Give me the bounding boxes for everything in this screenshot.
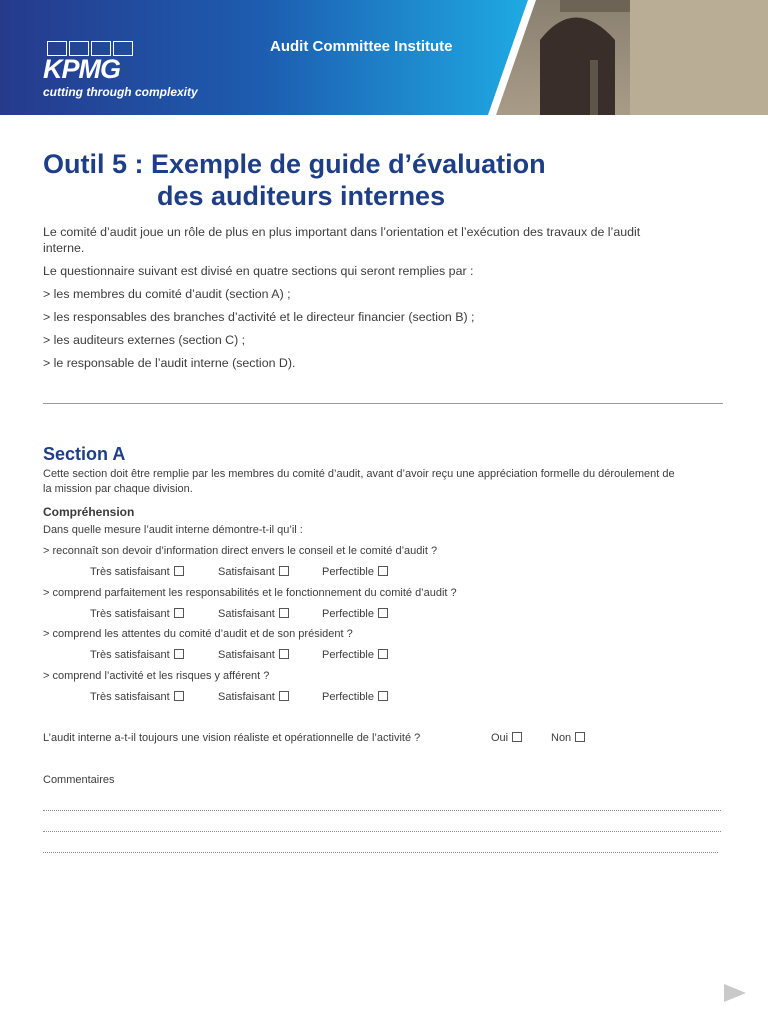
checkbox[interactable]: [279, 649, 289, 659]
comments-label: Commentaires: [43, 774, 115, 786]
option-satisfaisant[interactable]: Satisfaisant: [218, 608, 289, 620]
checkbox[interactable]: [174, 608, 184, 618]
option-tres-satisfaisant[interactable]: Très satisfaisant: [90, 566, 184, 578]
section-divider: [43, 403, 723, 404]
title-line-2: des auditeurs internes: [157, 181, 446, 211]
tagline: cutting through complexity: [43, 85, 198, 99]
comment-line[interactable]: [43, 831, 721, 832]
intro-bullet: > les responsables des branches d’activité et le directeur financier (section B) ;: [43, 310, 475, 324]
checkbox[interactable]: [512, 732, 522, 742]
intro-bullet: > les membres du comité d’audit (section A) ;: [43, 287, 291, 301]
option-satisfaisant[interactable]: Satisfaisant: [218, 649, 289, 661]
institute-title: Audit Committee Institute: [270, 38, 453, 55]
option-perfectible[interactable]: Perfectible: [322, 691, 388, 703]
checkbox[interactable]: [279, 691, 289, 701]
intro-paragraph-1: Le comité d’audit joue un rôle de plus en plus important dans l’orientation et l’exécution des travaux de l’audit interne.: [43, 225, 641, 255]
page-title: [43, 148, 546, 212]
question-4: > comprend l’activité et les risques y afférent ?: [43, 670, 270, 682]
comment-line[interactable]: [43, 852, 718, 853]
option-perfectible[interactable]: Perfectible: [322, 608, 388, 620]
kpmg-logo: KPMG: [43, 54, 120, 84]
intro: [43, 224, 683, 378]
checkbox[interactable]: [174, 566, 184, 576]
option-tres-satisfaisant[interactable]: Très satisfaisant: [90, 649, 184, 661]
intro-paragraph-2: Le questionnaire suivant est divisé en quatre sections qui seront remplies par :: [43, 264, 474, 278]
option-satisfaisant[interactable]: Satisfaisant: [218, 566, 289, 578]
comment-line[interactable]: [43, 810, 721, 811]
checkbox[interactable]: [378, 649, 388, 659]
subheading: Compréhension: [43, 505, 135, 519]
question-3: > comprend les attentes du comité d’audit et de son président ?: [43, 628, 353, 640]
option-perfectible[interactable]: Perfectible: [322, 566, 388, 578]
checkbox[interactable]: [575, 732, 585, 742]
option-perfectible[interactable]: Perfectible: [322, 649, 388, 661]
option-tres-satisfaisant[interactable]: Très satisfaisant: [90, 691, 184, 703]
question-intro: Dans quelle mesure l’audit interne démontre-t-il qu’il :: [43, 524, 303, 536]
title-line-1: Outil 5 : Exemple de guide d’évaluation: [43, 149, 546, 179]
section-a-description: Cette section doit être remplie par les membres du comité d’audit, avant d’avoir reçu une appréciation formelle du déroulement de la mission par chaque division.: [43, 468, 675, 495]
checkbox[interactable]: [378, 691, 388, 701]
yes-no-question: L’audit interne a-t-il toujours une vision réaliste et opérationnelle de l’activité ?: [43, 732, 421, 744]
checkbox[interactable]: [174, 649, 184, 659]
checkbox[interactable]: [378, 566, 388, 576]
next-page-arrow-icon[interactable]: [724, 984, 746, 1002]
header-banner: [0, 0, 768, 115]
checkbox[interactable]: [279, 566, 289, 576]
checkbox[interactable]: [174, 691, 184, 701]
intro-bullet: > les auditeurs externes (section C) ;: [43, 333, 246, 347]
option-non[interactable]: Non: [551, 732, 585, 744]
section-a-title: Section A: [43, 444, 126, 464]
option-satisfaisant[interactable]: Satisfaisant: [218, 691, 289, 703]
option-oui[interactable]: Oui: [491, 732, 522, 744]
checkbox[interactable]: [279, 608, 289, 618]
question-1: > reconnaît son devoir d’information direct envers le conseil et le comité d’audit ?: [43, 545, 438, 557]
checkbox[interactable]: [378, 608, 388, 618]
option-tres-satisfaisant[interactable]: Très satisfaisant: [90, 608, 184, 620]
question-2: > comprend parfaitement les responsabilités et le fonctionnement du comité d’audit ?: [43, 587, 457, 599]
intro-bullet: > le responsable de l’audit interne (section D).: [43, 356, 296, 370]
